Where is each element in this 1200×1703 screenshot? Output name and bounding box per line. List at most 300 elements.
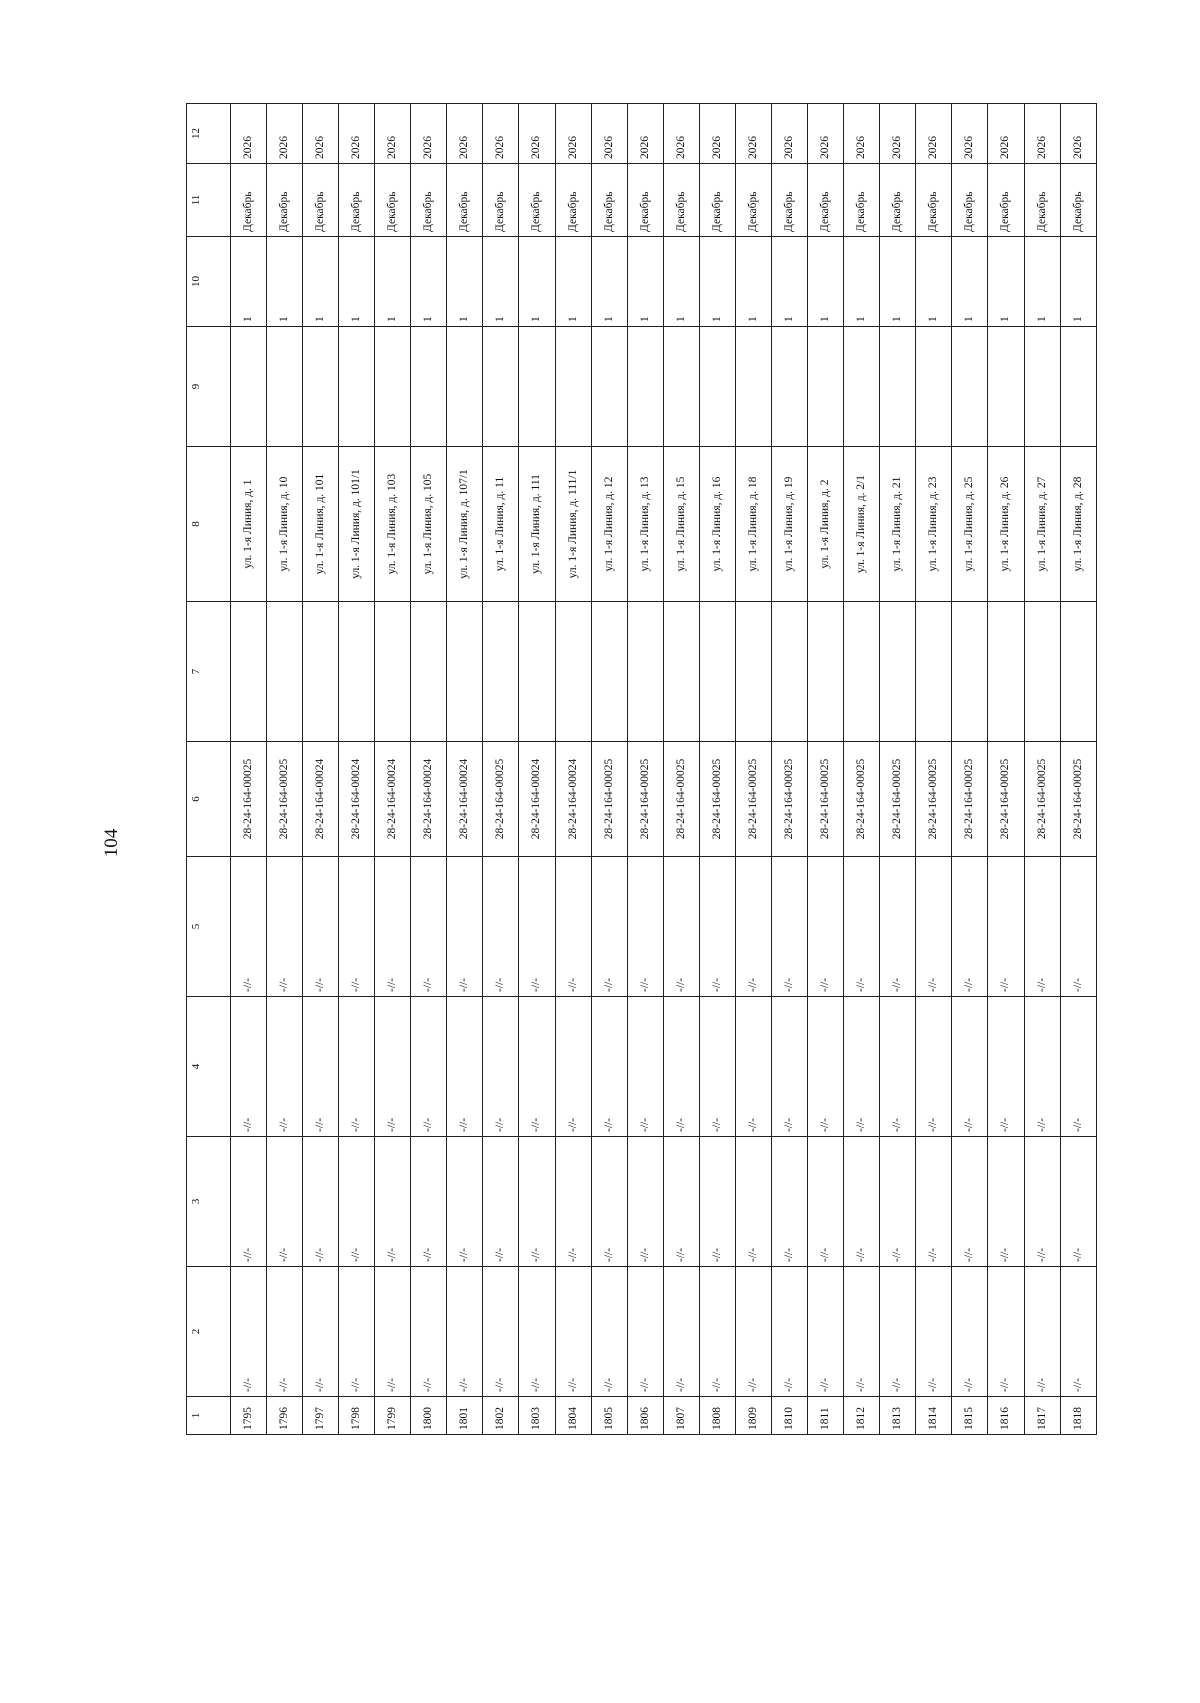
empty-cell: [699, 602, 735, 742]
ditto-cell: -//-: [880, 1267, 916, 1397]
empty-cell: [411, 327, 447, 447]
cadastral-code-cell: 28-24-164-00025: [844, 742, 880, 857]
ditto-cell: -//-: [266, 997, 302, 1137]
table-row: [808, 104, 844, 1435]
table-row: [844, 104, 880, 1435]
empty-cell: [302, 327, 338, 447]
empty-cell: [808, 602, 844, 742]
ditto-cell: -//-: [230, 1137, 266, 1267]
ditto-cell: -//-: [411, 857, 447, 997]
empty-cell: [880, 602, 916, 742]
quantity-cell: 1: [555, 237, 591, 327]
quantity-cell: 1: [735, 237, 771, 327]
ditto-cell: -//-: [266, 857, 302, 997]
ditto-cell: -//-: [735, 997, 771, 1137]
cadastral-code-cell: 28-24-164-00024: [375, 742, 411, 857]
table-row: [339, 104, 375, 1435]
address-cell: ул. 1-я Линия, д. 23: [916, 447, 952, 602]
ditto-cell: -//-: [447, 1267, 483, 1397]
month-cell: Декабрь: [844, 164, 880, 237]
row-number-cell: 1818: [1060, 1397, 1096, 1435]
ditto-cell: -//-: [844, 997, 880, 1137]
row-number-cell: 1815: [952, 1397, 988, 1435]
ditto-cell: -//-: [1024, 997, 1060, 1137]
empty-cell: [447, 327, 483, 447]
row-number-cell: 1798: [339, 1397, 375, 1435]
quantity-cell: 1: [591, 237, 627, 327]
quantity-cell: 1: [375, 237, 411, 327]
ditto-cell: -//-: [627, 857, 663, 997]
ditto-cell: -//-: [339, 1267, 375, 1397]
ditto-cell: -//-: [302, 1267, 338, 1397]
ditto-cell: -//-: [519, 857, 555, 997]
header-cell: 4: [187, 997, 231, 1137]
quantity-cell: 1: [808, 237, 844, 327]
ditto-cell: -//-: [627, 1137, 663, 1267]
ditto-cell: -//-: [663, 1267, 699, 1397]
year-cell: 2026: [735, 104, 771, 164]
row-number-cell: 1811: [808, 1397, 844, 1435]
empty-cell: [1024, 327, 1060, 447]
month-cell: Декабрь: [375, 164, 411, 237]
empty-cell: [411, 602, 447, 742]
ditto-cell: -//-: [844, 1137, 880, 1267]
quantity-cell: 1: [266, 237, 302, 327]
cadastral-code-cell: 28-24-164-00024: [302, 742, 338, 857]
year-cell: 2026: [771, 104, 807, 164]
ditto-cell: -//-: [808, 857, 844, 997]
header-cell: 12: [187, 104, 231, 164]
row-number-cell: 1803: [519, 1397, 555, 1435]
month-cell: Декабрь: [699, 164, 735, 237]
year-cell: 2026: [952, 104, 988, 164]
year-cell: 2026: [339, 104, 375, 164]
year-cell: 2026: [916, 104, 952, 164]
cadastral-code-cell: 28-24-164-00024: [411, 742, 447, 857]
ditto-cell: -//-: [591, 997, 627, 1137]
address-cell: ул. 1-я Линия, д. 21: [880, 447, 916, 602]
cadastral-code-cell: 28-24-164-00025: [627, 742, 663, 857]
empty-cell: [266, 602, 302, 742]
empty-cell: [483, 327, 519, 447]
row-number-cell: 1813: [880, 1397, 916, 1435]
year-cell: 2026: [699, 104, 735, 164]
empty-cell: [735, 602, 771, 742]
header-cell: 3: [187, 1137, 231, 1267]
address-cell: ул. 1-я Линия, д. 103: [375, 447, 411, 602]
ditto-cell: -//-: [555, 997, 591, 1137]
quantity-cell: 1: [627, 237, 663, 327]
ditto-cell: -//-: [555, 1267, 591, 1397]
year-cell: 2026: [844, 104, 880, 164]
ditto-cell: -//-: [663, 857, 699, 997]
ditto-cell: -//-: [447, 857, 483, 997]
empty-cell: [339, 602, 375, 742]
year-cell: 2026: [591, 104, 627, 164]
ditto-cell: -//-: [230, 1267, 266, 1397]
ditto-cell: -//-: [699, 857, 735, 997]
row-number-cell: 1809: [735, 1397, 771, 1435]
cadastral-code-cell: 28-24-164-00025: [699, 742, 735, 857]
row-number-cell: 1799: [375, 1397, 411, 1435]
row-number-cell: 1805: [591, 1397, 627, 1435]
header-cell: 8: [187, 447, 231, 602]
address-cell: ул. 1-я Линия, д. 16: [699, 447, 735, 602]
month-cell: Декабрь: [735, 164, 771, 237]
empty-cell: [1024, 602, 1060, 742]
address-cell: ул. 1-я Линия, д. 10: [266, 447, 302, 602]
cadastral-code-cell: 28-24-164-00024: [555, 742, 591, 857]
table-row: [555, 104, 591, 1435]
month-cell: Декабрь: [447, 164, 483, 237]
table-row: [1024, 104, 1060, 1435]
row-number-cell: 1808: [699, 1397, 735, 1435]
page-number: 104: [101, 828, 122, 858]
header-cell: 2: [187, 1267, 231, 1397]
year-cell: 2026: [266, 104, 302, 164]
empty-cell: [808, 327, 844, 447]
address-cell: ул. 1-я Линия, д. 27: [1024, 447, 1060, 602]
empty-cell: [375, 327, 411, 447]
empty-cell: [735, 327, 771, 447]
address-cell: ул. 1-я Линия, д. 25: [952, 447, 988, 602]
ditto-cell: -//-: [988, 1267, 1024, 1397]
quantity-cell: 1: [1024, 237, 1060, 327]
empty-cell: [880, 327, 916, 447]
ditto-cell: -//-: [519, 997, 555, 1137]
ditto-cell: -//-: [952, 1137, 988, 1267]
cadastral-code-cell: 28-24-164-00024: [339, 742, 375, 857]
cadastral-code-cell: 28-24-164-00025: [988, 742, 1024, 857]
ditto-cell: -//-: [375, 857, 411, 997]
address-cell: ул. 1-я Линия, д. 2/1: [844, 447, 880, 602]
empty-cell: [663, 327, 699, 447]
ditto-cell: -//-: [699, 1137, 735, 1267]
empty-cell: [519, 327, 555, 447]
empty-cell: [844, 602, 880, 742]
year-cell: 2026: [988, 104, 1024, 164]
month-cell: Декабрь: [483, 164, 519, 237]
quantity-cell: 1: [519, 237, 555, 327]
year-cell: 2026: [519, 104, 555, 164]
address-cell: ул. 1-я Линия, д. 101/1: [339, 447, 375, 602]
ditto-cell: -//-: [591, 857, 627, 997]
year-cell: 2026: [627, 104, 663, 164]
ditto-cell: -//-: [627, 1267, 663, 1397]
ditto-cell: -//-: [952, 857, 988, 997]
empty-cell: [555, 327, 591, 447]
row-number-cell: 1801: [447, 1397, 483, 1435]
year-cell: 2026: [1024, 104, 1060, 164]
row-number-cell: 1817: [1024, 1397, 1060, 1435]
empty-cell: [447, 602, 483, 742]
year-cell: 2026: [880, 104, 916, 164]
ditto-cell: -//-: [735, 857, 771, 997]
cadastral-code-cell: 28-24-164-00025: [808, 742, 844, 857]
year-cell: 2026: [663, 104, 699, 164]
quantity-cell: 1: [411, 237, 447, 327]
ditto-cell: -//-: [302, 857, 338, 997]
address-cell: ул. 1-я Линия, д. 1: [230, 447, 266, 602]
address-cell: ул. 1-я Линия, д. 18: [735, 447, 771, 602]
empty-cell: [483, 602, 519, 742]
year-cell: 2026: [230, 104, 266, 164]
empty-cell: [663, 602, 699, 742]
row-number-cell: 1795: [230, 1397, 266, 1435]
ditto-cell: -//-: [302, 1137, 338, 1267]
quantity-cell: 1: [988, 237, 1024, 327]
quantity-cell: 1: [663, 237, 699, 327]
quantity-cell: 1: [339, 237, 375, 327]
table-row: [302, 104, 338, 1435]
ditto-cell: -//-: [230, 857, 266, 997]
ditto-cell: -//-: [266, 1137, 302, 1267]
empty-cell: [988, 602, 1024, 742]
empty-cell: [988, 327, 1024, 447]
table-row: [447, 104, 483, 1435]
ditto-cell: -//-: [844, 857, 880, 997]
quantity-cell: 1: [880, 237, 916, 327]
table-row: [663, 104, 699, 1435]
month-cell: Декабрь: [627, 164, 663, 237]
row-number-cell: 1814: [916, 1397, 952, 1435]
month-cell: Декабрь: [339, 164, 375, 237]
quantity-cell: 1: [1060, 237, 1096, 327]
ditto-cell: -//-: [808, 1137, 844, 1267]
cadastral-code-cell: 28-24-164-00025: [952, 742, 988, 857]
address-cell: ул. 1-я Линия, д. 28: [1060, 447, 1096, 602]
address-cell: ул. 1-я Линия, д. 11: [483, 447, 519, 602]
table-row: [266, 104, 302, 1435]
empty-cell: [591, 327, 627, 447]
ditto-cell: -//-: [735, 1137, 771, 1267]
ditto-cell: -//-: [1060, 1267, 1096, 1397]
year-cell: 2026: [1060, 104, 1096, 164]
cadastral-code-cell: 28-24-164-00025: [591, 742, 627, 857]
empty-cell: [339, 327, 375, 447]
table-row: [988, 104, 1024, 1435]
ditto-cell: -//-: [988, 997, 1024, 1137]
month-cell: Декабрь: [1060, 164, 1096, 237]
header-cell: 5: [187, 857, 231, 997]
quantity-cell: 1: [916, 237, 952, 327]
empty-cell: [591, 602, 627, 742]
ditto-cell: -//-: [519, 1267, 555, 1397]
year-cell: 2026: [808, 104, 844, 164]
quantity-cell: 1: [952, 237, 988, 327]
row-number-cell: 1806: [627, 1397, 663, 1435]
empty-cell: [302, 602, 338, 742]
ditto-cell: -//-: [230, 997, 266, 1137]
cadastral-code-cell: 28-24-164-00025: [771, 742, 807, 857]
header-cell: 1: [187, 1397, 231, 1435]
ditto-cell: -//-: [375, 997, 411, 1137]
row-number-cell: 1810: [771, 1397, 807, 1435]
month-cell: Декабрь: [302, 164, 338, 237]
year-cell: 2026: [483, 104, 519, 164]
month-cell: Декабрь: [555, 164, 591, 237]
ditto-cell: -//-: [591, 1267, 627, 1397]
cadastral-code-cell: 28-24-164-00025: [266, 742, 302, 857]
month-cell: Декабрь: [230, 164, 266, 237]
address-cell: ул. 1-я Линия, д. 12: [591, 447, 627, 602]
address-cell: ул. 1-я Линия, д. 101: [302, 447, 338, 602]
ditto-cell: -//-: [483, 857, 519, 997]
ditto-cell: -//-: [266, 1267, 302, 1397]
address-cell: ул. 1-я Линия, д. 19: [771, 447, 807, 602]
ditto-cell: -//-: [1024, 1137, 1060, 1267]
empty-cell: [1060, 602, 1096, 742]
header-cell: 11: [187, 164, 231, 237]
header-cell: 7: [187, 602, 231, 742]
address-cell: ул. 1-я Линия, д. 105: [411, 447, 447, 602]
ditto-cell: -//-: [339, 997, 375, 1137]
ditto-cell: -//-: [916, 857, 952, 997]
empty-cell: [627, 327, 663, 447]
table-row: [483, 104, 519, 1435]
month-cell: Декабрь: [916, 164, 952, 237]
ditto-cell: -//-: [1060, 857, 1096, 997]
ditto-cell: -//-: [663, 997, 699, 1137]
ditto-cell: -//-: [916, 1137, 952, 1267]
ditto-cell: -//-: [771, 857, 807, 997]
cadastral-code-cell: 28-24-164-00025: [663, 742, 699, 857]
year-cell: 2026: [375, 104, 411, 164]
year-cell: 2026: [447, 104, 483, 164]
ditto-cell: -//-: [916, 997, 952, 1137]
ditto-cell: -//-: [699, 997, 735, 1137]
table-row: [735, 104, 771, 1435]
table-row: [771, 104, 807, 1435]
ditto-cell: -//-: [808, 997, 844, 1137]
registry-table-container: [186, 104, 1097, 1435]
cadastral-code-cell: 28-24-164-00025: [916, 742, 952, 857]
header-cell: 9: [187, 327, 231, 447]
empty-cell: [952, 602, 988, 742]
empty-cell: [916, 327, 952, 447]
ditto-cell: -//-: [771, 997, 807, 1137]
ditto-cell: -//-: [916, 1267, 952, 1397]
address-cell: ул. 1-я Линия, д. 107/1: [447, 447, 483, 602]
row-number-cell: 1797: [302, 1397, 338, 1435]
table-row: [880, 104, 916, 1435]
empty-cell: [230, 602, 266, 742]
address-cell: ул. 1-я Линия, д. 111/1: [555, 447, 591, 602]
ditto-cell: -//-: [988, 1137, 1024, 1267]
table-row: [591, 104, 627, 1435]
month-cell: Декабрь: [1024, 164, 1060, 237]
cadastral-code-cell: 28-24-164-00025: [483, 742, 519, 857]
row-number-cell: 1807: [663, 1397, 699, 1435]
month-cell: Декабрь: [591, 164, 627, 237]
ditto-cell: -//-: [952, 1267, 988, 1397]
table-row: [375, 104, 411, 1435]
ditto-cell: -//-: [1024, 857, 1060, 997]
address-cell: ул. 1-я Линия, д. 111: [519, 447, 555, 602]
month-cell: Декабрь: [519, 164, 555, 237]
empty-cell: [952, 327, 988, 447]
table-row: [952, 104, 988, 1435]
ditto-cell: -//-: [302, 997, 338, 1137]
ditto-cell: -//-: [1024, 1267, 1060, 1397]
empty-cell: [699, 327, 735, 447]
cadastral-code-cell: 28-24-164-00025: [230, 742, 266, 857]
header-cell: 6: [187, 742, 231, 857]
row-number-cell: 1800: [411, 1397, 447, 1435]
quantity-cell: 1: [447, 237, 483, 327]
registry-table: [186, 103, 1097, 1435]
address-cell: ул. 1-я Линия, д. 13: [627, 447, 663, 602]
ditto-cell: -//-: [483, 1137, 519, 1267]
month-cell: Декабрь: [880, 164, 916, 237]
cadastral-code-cell: 28-24-164-00025: [1024, 742, 1060, 857]
empty-cell: [266, 327, 302, 447]
empty-cell: [771, 327, 807, 447]
ditto-cell: -//-: [375, 1267, 411, 1397]
header-cell: 10: [187, 237, 231, 327]
header-row: [187, 104, 231, 1435]
year-cell: 2026: [555, 104, 591, 164]
month-cell: Декабрь: [411, 164, 447, 237]
month-cell: Декабрь: [266, 164, 302, 237]
ditto-cell: -//-: [988, 857, 1024, 997]
table-row: [411, 104, 447, 1435]
ditto-cell: -//-: [483, 1267, 519, 1397]
quantity-cell: 1: [483, 237, 519, 327]
ditto-cell: -//-: [483, 997, 519, 1137]
ditto-cell: -//-: [447, 997, 483, 1137]
ditto-cell: -//-: [663, 1137, 699, 1267]
month-cell: Декабрь: [988, 164, 1024, 237]
ditto-cell: -//-: [771, 1267, 807, 1397]
ditto-cell: -//-: [519, 1137, 555, 1267]
cadastral-code-cell: 28-24-164-00024: [519, 742, 555, 857]
address-cell: ул. 1-я Линия, д. 26: [988, 447, 1024, 602]
row-number-cell: 1812: [844, 1397, 880, 1435]
month-cell: Декабрь: [952, 164, 988, 237]
ditto-cell: -//-: [1060, 1137, 1096, 1267]
year-cell: 2026: [302, 104, 338, 164]
quantity-cell: 1: [699, 237, 735, 327]
empty-cell: [555, 602, 591, 742]
address-cell: ул. 1-я Линия, д. 15: [663, 447, 699, 602]
cadastral-code-cell: 28-24-164-00025: [735, 742, 771, 857]
ditto-cell: -//-: [735, 1267, 771, 1397]
ditto-cell: -//-: [844, 1267, 880, 1397]
year-cell: 2026: [411, 104, 447, 164]
ditto-cell: -//-: [339, 857, 375, 997]
row-number-cell: 1816: [988, 1397, 1024, 1435]
ditto-cell: -//-: [627, 997, 663, 1137]
quantity-cell: 1: [844, 237, 880, 327]
ditto-cell: -//-: [880, 857, 916, 997]
month-cell: Декабрь: [771, 164, 807, 237]
table-row: [916, 104, 952, 1435]
month-cell: Декабрь: [808, 164, 844, 237]
month-cell: Декабрь: [663, 164, 699, 237]
ditto-cell: -//-: [555, 857, 591, 997]
ditto-cell: -//-: [339, 1137, 375, 1267]
ditto-cell: -//-: [880, 1137, 916, 1267]
cadastral-code-cell: 28-24-164-00024: [447, 742, 483, 857]
quantity-cell: 1: [302, 237, 338, 327]
ditto-cell: -//-: [1060, 997, 1096, 1137]
ditto-cell: -//-: [771, 1137, 807, 1267]
empty-cell: [375, 602, 411, 742]
row-number-cell: 1802: [483, 1397, 519, 1435]
ditto-cell: -//-: [411, 1267, 447, 1397]
empty-cell: [844, 327, 880, 447]
